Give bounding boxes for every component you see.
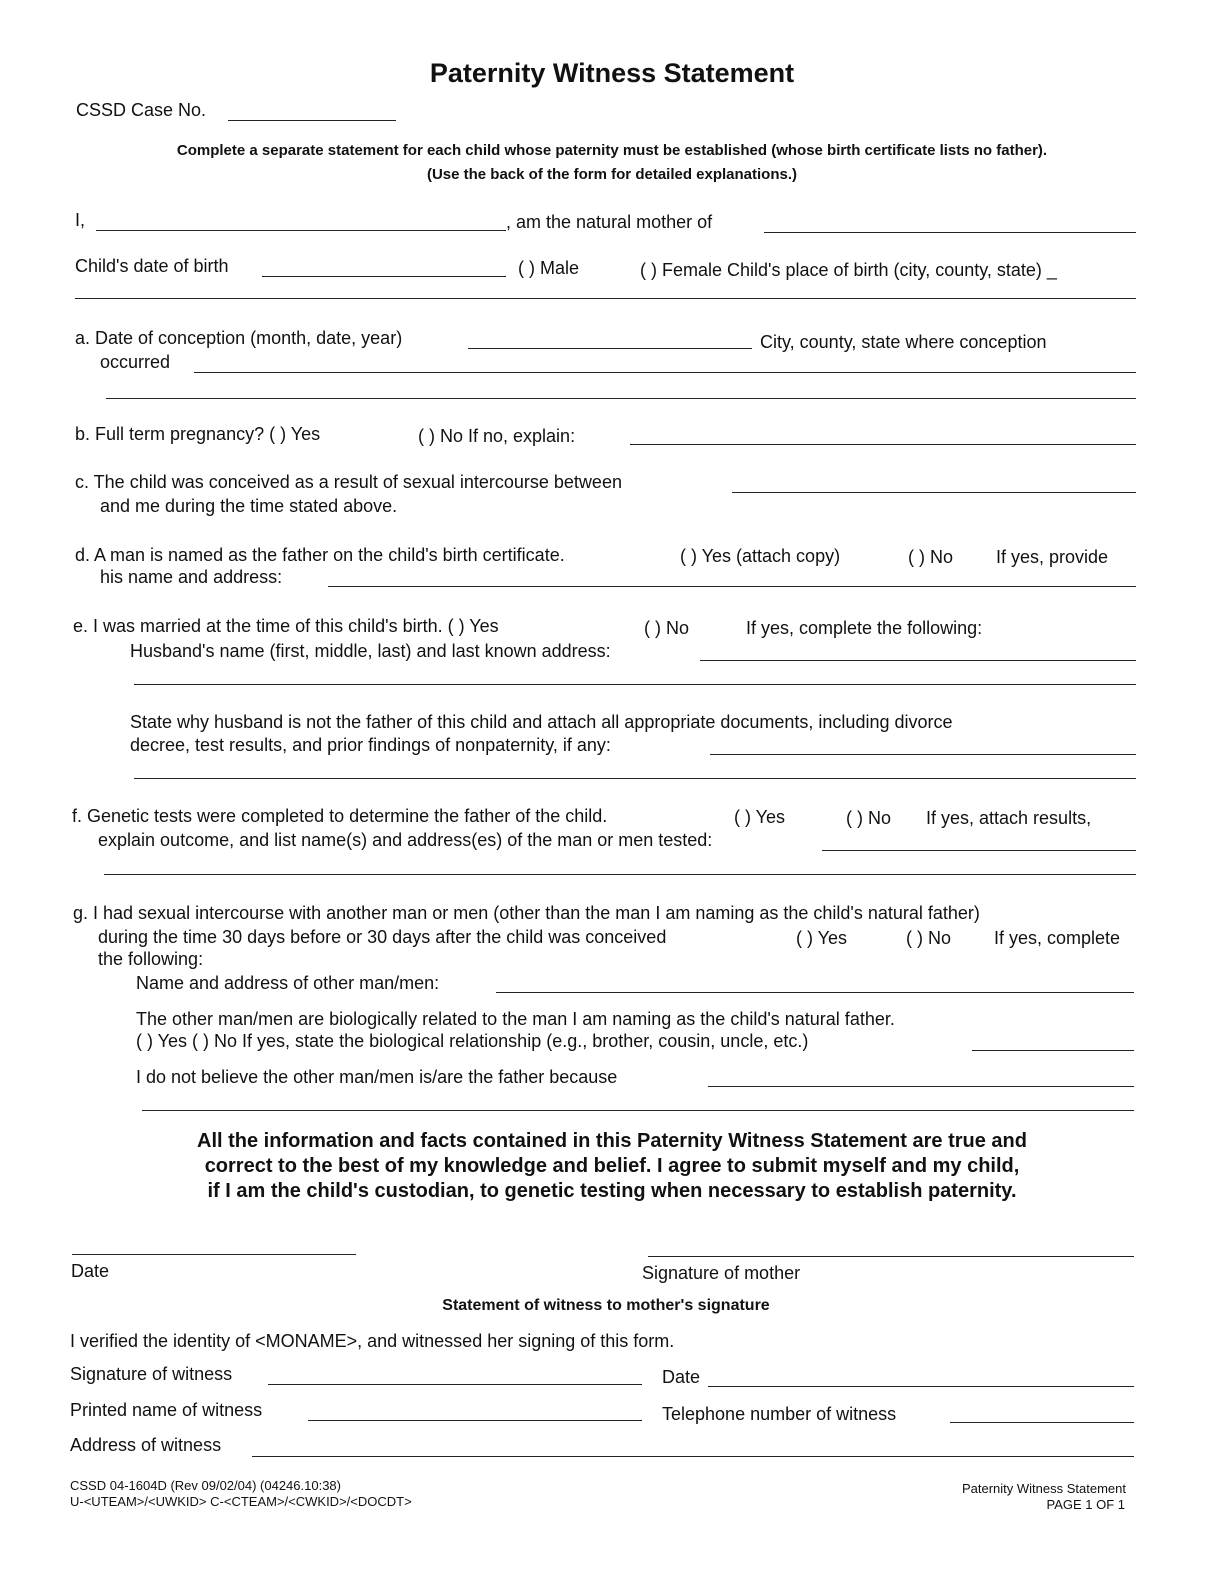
husband-reason-field-2[interactable]: [134, 778, 1136, 779]
item-g-text6: ( ) Yes ( ) No If yes, state the biological relationship (e.g., brother, cousin, uncle, etc.): [136, 1031, 809, 1051]
witness-printed-field[interactable]: [308, 1420, 642, 1421]
item-a-text2: City, county, state where conception: [760, 332, 1047, 352]
conception-date-field[interactable]: [468, 348, 752, 349]
item-e-text1: e. I was married at the time of this child's birth. ( ) Yes: [73, 616, 499, 636]
child-dob-label: Child's date of birth: [75, 256, 229, 276]
mother-signature-field[interactable]: [648, 1256, 1134, 1257]
case-no-field[interactable]: [228, 120, 396, 121]
declaration-line2: correct to the best of my knowledge and belief. I agree to submit myself and my child,: [204, 1155, 1020, 1177]
footer-form-id: CSSD 04-1604D (Rev 09/02/04) (04246.10:38): [70, 1478, 341, 1493]
mother-prefix: I,: [75, 210, 86, 230]
not-father-reason-field-2[interactable]: [142, 1110, 1134, 1111]
declaration-line1: All the information and facts contained in this Paternity Witness Statement are true and: [197, 1130, 1027, 1152]
mother-mid-text: , am the natural mother of: [506, 212, 713, 232]
item-e-text4: decree, test results, and prior findings of nonpaternity, if any:: [130, 735, 611, 755]
item-c-text2: and me during the time stated above.: [100, 496, 398, 516]
witness-phone-field[interactable]: [950, 1422, 1134, 1423]
item-g-text3: the following:: [98, 949, 204, 969]
husband-reason-field[interactable]: [710, 754, 1136, 755]
witness-heading: Statement of witness to mother's signature: [442, 1297, 770, 1314]
husband-address-field[interactable]: [134, 684, 1136, 685]
item-c-text1: c. The child was conceived as a result of sexual intercourse between: [75, 472, 622, 492]
item-g-ifyes: If yes, complete: [994, 928, 1121, 948]
mother-date-label: Date: [71, 1261, 110, 1281]
item-e-no-option[interactable]: ( ) No: [644, 618, 689, 638]
item-b-text2: ( ) No If no, explain:: [418, 426, 576, 446]
child-dob-field[interactable]: [262, 276, 506, 277]
genetic-tests-field[interactable]: [822, 850, 1136, 851]
child-name-field[interactable]: [764, 232, 1136, 233]
footer-page: PAGE 1 OF 1: [1046, 1497, 1125, 1512]
item-e-ifyes: If yes, complete the following:: [746, 618, 983, 638]
footer-codes: U-<UTEAM>/<UWKID> C-<CTEAM>/<CWKID>/<DOCDT>: [70, 1494, 412, 1509]
item-g-text2: during the time 30 days before or 30 days after the child was conceived: [98, 927, 667, 947]
page-title: Paternity Witness Statement: [429, 58, 795, 88]
item-g-no-option[interactable]: ( ) No: [906, 928, 951, 948]
genetic-tests-field-2[interactable]: [104, 874, 1136, 875]
item-g-text4: Name and address of other man/men:: [136, 973, 440, 993]
item-b-text1: b. Full term pregnancy? ( ) Yes: [75, 424, 321, 444]
item-f-yes-option[interactable]: ( ) Yes: [734, 807, 786, 827]
other-men-field[interactable]: [496, 992, 1134, 993]
item-a-text3: occurred: [100, 352, 171, 372]
item-g-text7: I do not believe the other man/men is/are the father because: [136, 1067, 618, 1087]
item-g-text1: g. I had sexual intercourse with another man or men (other than the man I am naming as the child's natural father): [73, 903, 980, 923]
mother-name-field[interactable]: [96, 230, 506, 231]
item-d-text1: d. A man is named as the father on the child's birth certificate.: [75, 545, 565, 565]
item-f-text1: f. Genetic tests were completed to determine the father of the child.: [72, 806, 608, 826]
item-a-text1: a. Date of conception (month, date, year): [75, 328, 403, 348]
declaration-line3: if I am the child's custodian, to genetic testing when necessary to establish paternity.: [207, 1180, 1017, 1202]
witness-signature-field[interactable]: [268, 1384, 642, 1385]
not-father-reason-field[interactable]: [708, 1086, 1134, 1087]
footer-doc-title: Paternity Witness Statement: [961, 1481, 1126, 1496]
item-d-no-option[interactable]: ( ) No: [908, 547, 953, 567]
witness-signature-label: Signature of witness: [70, 1364, 233, 1384]
item-g-text5: The other man/men are biologically related to the man I am naming as the child's natural father.: [136, 1009, 895, 1029]
child-female-option[interactable]: ( ) Female Child's place of birth (city, county, state) _: [640, 260, 1057, 280]
mother-signature-label: Signature of mother: [642, 1263, 801, 1283]
witness-verify-text: I verified the identity of <MONAME>, and witnessed her signing of this form.: [70, 1331, 675, 1351]
child-birthplace-field[interactable]: [75, 298, 1136, 299]
conceived-with-field[interactable]: [732, 492, 1136, 493]
item-f-ifyes: If yes, attach results,: [926, 808, 1092, 828]
instructions-line1: Complete a separate statement for each child whose paternity must be established (whose birth certificate lists no father).: [176, 142, 1048, 159]
item-e-text3: State why husband is not the father of this child and attach all appropriate documents, including divorce: [130, 712, 953, 732]
relationship-field[interactable]: [972, 1050, 1134, 1051]
item-d-yes-option[interactable]: ( ) Yes (attach copy): [680, 546, 841, 566]
witness-date-field[interactable]: [708, 1386, 1134, 1387]
item-e-text2: Husband's name (first, middle, last) and last known address:: [130, 641, 611, 661]
witness-date-label: Date: [662, 1367, 701, 1387]
child-male-option[interactable]: ( ) Male: [518, 258, 580, 278]
witness-printed-label: Printed name of witness: [70, 1400, 263, 1420]
item-g-yes-option[interactable]: ( ) Yes: [796, 928, 848, 948]
item-f-text2: explain outcome, and list name(s) and address(es) of the man or men tested:: [98, 830, 713, 850]
witness-phone-label: Telephone number of witness: [662, 1404, 897, 1424]
witness-address-field[interactable]: [252, 1456, 1134, 1457]
pregnancy-explain-field[interactable]: [630, 444, 1136, 445]
conception-place-field[interactable]: [194, 372, 1136, 373]
husband-name-field[interactable]: [700, 660, 1136, 661]
item-d-ifyes: If yes, provide: [996, 547, 1109, 567]
instructions-line2: (Use the back of the form for detailed explanations.): [426, 166, 798, 183]
witness-address-label: Address of witness: [70, 1435, 222, 1455]
case-no-label: CSSD Case No.: [76, 100, 207, 120]
item-f-no-option[interactable]: ( ) No: [846, 808, 891, 828]
father-name-address-field[interactable]: [328, 586, 1136, 587]
mother-date-field[interactable]: [72, 1254, 356, 1255]
conception-place-field-2[interactable]: [106, 398, 1136, 399]
item-d-text2: his name and address:: [100, 567, 283, 587]
